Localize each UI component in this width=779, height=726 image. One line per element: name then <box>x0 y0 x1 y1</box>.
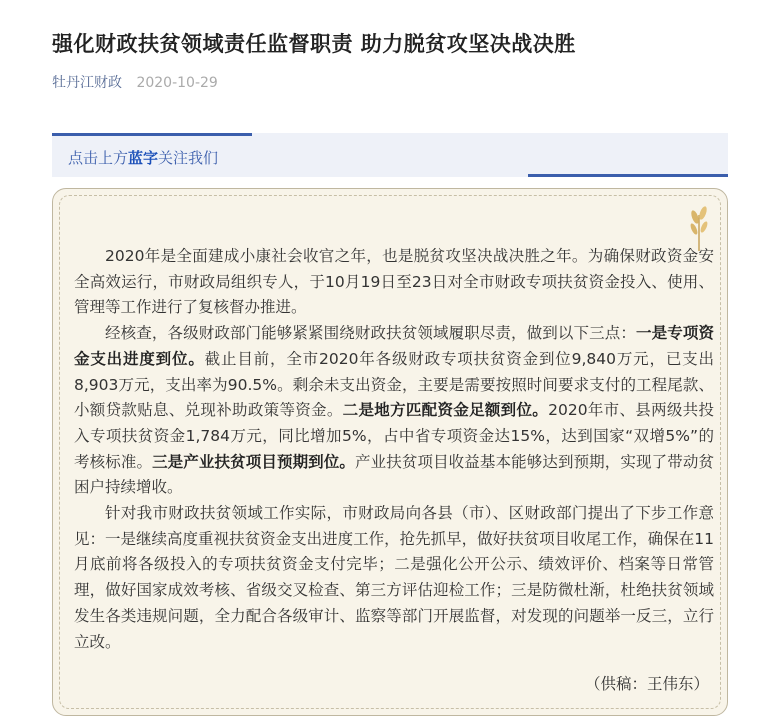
article-meta <box>52 72 218 92</box>
article-body <box>74 244 714 655</box>
contributor-signoff: （供稿：王伟东） <box>584 675 709 693</box>
follow-banner[interactable] <box>52 133 728 177</box>
paragraph-2: 经核查，各级财政部门能够紧紧围绕财政扶贫领域履职尽责，做到以下三点：一是专项资金支出进度到位。截止目前，全市2020年各级财政专项扶贫资金到位9,840万元，已支出8,903万元，支出率为90.5%。剩余未支出资金，主要是需要按照时间要求支付的工程尾款、小额贷款贴息、兑现补助政策等资金。二是地方匹配资金足额到位。2020年市、县两级共投入专项扶贫资金1,784万元，同比增加5%，占中省专项资金达15%，达到国家“双增5%”的考核标准。三是产业扶贫项目预期到位。产业扶贫项目收益基本能够达到预期，实现了带动贫困户持续增收。 <box>74 324 714 497</box>
banner-bottom-line <box>528 174 728 177</box>
account-name-link[interactable]: 牡丹江财政 <box>52 75 122 91</box>
banner-top-line <box>52 133 252 136</box>
paragraph-1: 2020年是全面建成小康社会收官之年，也是脱贫攻坚决战决胜之年。为确保财政资金安全高效运行，市财政局组织专人，于10月19日至23日对全市财政专项扶贫资金投入、使用、管理等工作进行了复核督办推进。 <box>74 247 714 317</box>
publish-date: 2020-10-29 <box>136 75 218 91</box>
paragraph-3: 针对我市财政扶贫领域工作实际，市财政局向各县（市）、区财政部门提出了下步工作意见：一是继续高度重视扶贫资金支出进度工作，抢先抓早，做好扶贫项目收尾工作，确保在11月底前将各级投入的专项扶贫资金支付完毕；二是强化公开公示、绩效评价、档案等日常管理，做好国家成效考核、省级交叉检查、第三方评估迎检工作；三是防微杜渐，杜绝扶贫领域发生各类违规问题，全力配合各级审计、监察等部门开展监督，对发现的问题举一反三，立行立改。 <box>74 504 714 651</box>
follow-prompt: 点击上方蓝字关注我们 <box>68 149 219 167</box>
article-title: 强化财政扶贫领域责任监督职责 助力脱贫攻坚决战决胜 <box>52 32 576 56</box>
